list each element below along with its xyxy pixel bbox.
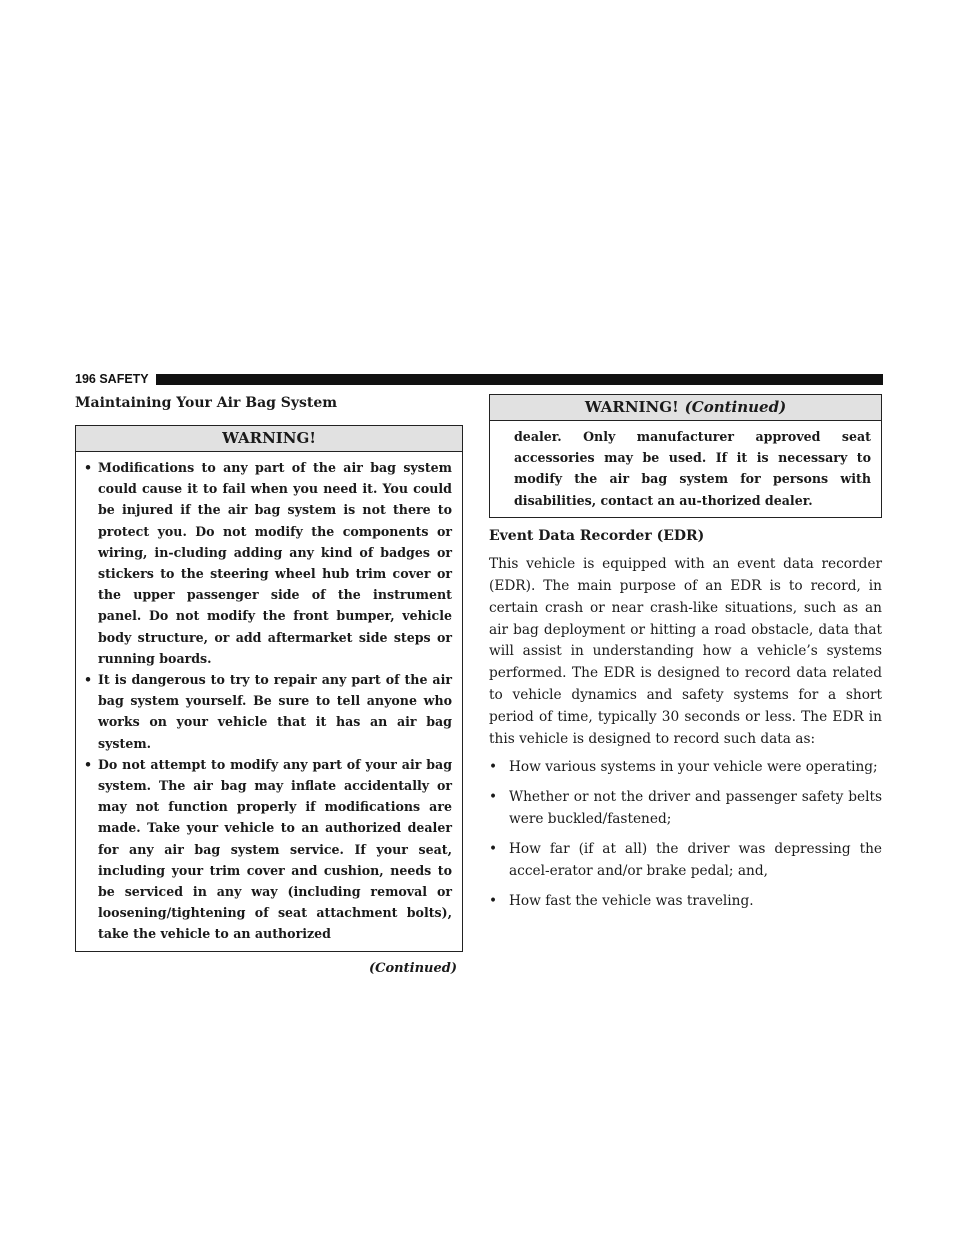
- edr-list: [489, 757, 882, 912]
- edr-paragraph: This vehicle is equipped with an event data recorder (EDR). The main purpose of an EDR is to record, in certain crash or near crash-like situations, such as an air bag deployment or hitting a road obstacle, data that will assist in understanding how a vehicle’s systems performed. The EDR is designed to record data related to vehicle dynamics and safety systems for a short period of time, typically 30 seconds or less. The EDR in this vehicle is designed to record such data as:: [489, 555, 882, 748]
- warning-body: [76, 452, 462, 951]
- header-rule: [156, 374, 883, 385]
- right-column: [489, 394, 882, 920]
- page-number-section: 196 SAFETY: [75, 372, 149, 386]
- warning-item: [84, 754, 452, 945]
- warning-header: [490, 395, 881, 421]
- list-item-text: How far (if at all) the driver was depressing the accel-erator and/or brake pedal; and,: [509, 840, 882, 879]
- warning-item: [84, 457, 452, 669]
- warning-item: [84, 669, 452, 754]
- list-item: [489, 891, 882, 913]
- warning-item-text: Modifications to any part of the air bag system could cause it to fail when you need it. You could be injured if the air bag system is not there to protect you. Do not modify the components or wiring, in-cluding adding any kind of badges or stickers to the steering wheel hub trim cover or the upper passenger side of the instrument panel. Do not modify the front bumper, vehicle body structure, or add aftermarket side steps or running boards.: [98, 460, 452, 666]
- bullet-icon: •: [489, 758, 498, 775]
- bullet-icon: •: [489, 892, 498, 909]
- list-item: [489, 787, 882, 831]
- warning-body: [490, 421, 881, 517]
- list-item-text: Whether or not the driver and passenger safety belts were buckled/fastened;: [509, 788, 882, 827]
- bullet-icon: •: [84, 460, 93, 475]
- bullet-icon: •: [84, 756, 93, 772]
- list-item-text: How fast the vehicle was traveling.: [509, 892, 754, 909]
- warning-title: WARNING!: [584, 398, 679, 416]
- bullet-icon: •: [489, 840, 498, 857]
- left-column: [75, 394, 463, 976]
- continued-label: (Continued): [369, 960, 457, 976]
- bullet-icon: •: [489, 788, 498, 805]
- warning-text: dealer. Only manufacturer approved seat accessories may be used. If it is necessary to modify the air bag system for persons with disabilities, contact an au-thorized dealer.: [514, 429, 871, 508]
- warning-item-text: Do not attempt to modify any part of your air bag system. The air bag may inflate accidentally or may not function properly if modifications are made. Take your vehicle to an authorized dealer for any air bag system service. If your seat, including your trim cover and cushion, needs to be serviced in any way (including removal or loosening/tightening of seat attachment bolts), take the vehicle to an authorized: [98, 756, 452, 942]
- warning-title: WARNING!: [222, 429, 316, 447]
- bullet-icon: •: [84, 672, 93, 688]
- list-item-text: How various systems in your vehicle were operating;: [509, 758, 878, 775]
- section-title-edr: Event Data Recorder (EDR): [489, 527, 705, 544]
- section-title-airbag: Maintaining Your Air Bag System: [75, 395, 338, 411]
- list-item: [489, 839, 882, 883]
- warning-item-text: It is dangerous to try to repair any part of the air bag system yourself. Be sure to tell anyone who works on your vehicle that it has an air bag system.: [98, 672, 452, 751]
- warning-box: [75, 425, 463, 952]
- warning-header: [76, 426, 462, 452]
- warning-continued: (Continued): [684, 398, 787, 416]
- list-item: [489, 757, 882, 779]
- warning-box-continued: [489, 394, 882, 518]
- page-header: [75, 370, 883, 388]
